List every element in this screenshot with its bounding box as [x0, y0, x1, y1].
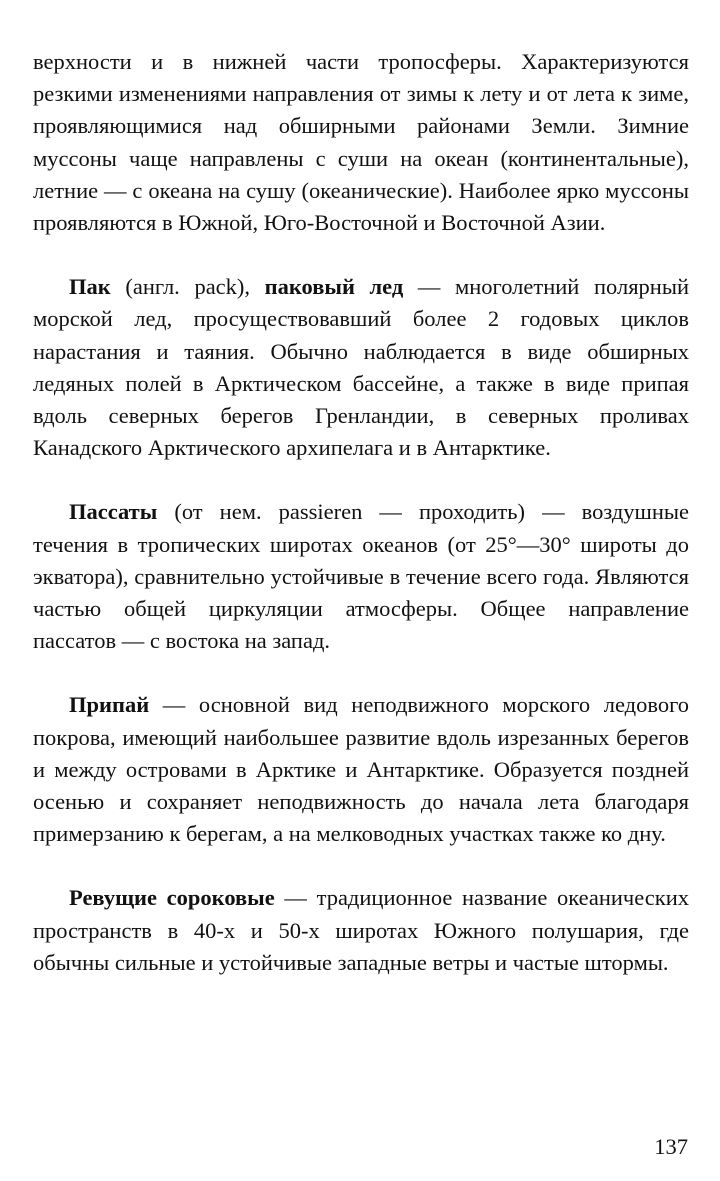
paragraph-roaring-forties — [33, 882, 689, 979]
paragraph-monsoons-continued — [33, 46, 689, 239]
term-pack: Пак — [69, 274, 111, 300]
paragraph-text: (англ. pack), — [110, 274, 265, 300]
paragraph-pack-ice — [33, 271, 689, 464]
page-number: 137 — [654, 1134, 688, 1159]
paragraph-gap — [33, 464, 689, 496]
term-roaring-forties: Ревущие сороковые — [69, 885, 275, 911]
paragraph-trade-winds — [33, 496, 689, 657]
page-body — [33, 46, 689, 979]
paragraph-fast-ice — [33, 689, 689, 850]
paragraph-text: — традиционное название океанических пространств в 40-х и 50-х широтах Южного полушария, где обычны сильные и устойчивые западные ветры и частые штормы. — [33, 885, 689, 975]
paragraph-text: — основной вид неподвижного морского ледового покрова, имеющий наибольшее развитие вдоль изрезанных берегов и между островами в Арктике и Антарктике. Образуется поздней осенью и сохраняет неподвижность до начала лета благодаря примерзанию к берегам, а на мелководных участках также ко дну. — [33, 692, 689, 847]
paragraph-text: (от нем. passieren — проходить) — воздушные течения в тропических широтах океанов (от 25°—30° широты до экватора), сравнительно устойчивые в течение всего года. Являются частью общей циркуляции атмосферы. Общее направление пассатов — с востока на запад. — [33, 499, 689, 654]
term-fast-ice: Припай — [69, 692, 150, 718]
term-pack-ice: паковый лед — [264, 274, 404, 300]
paragraph-gap — [33, 657, 689, 689]
paragraph-text: — многолетний полярный морской лед, просуществовавший более 2 годовых циклов нарастания и таяния. Обычно наблюдается в виде обширных ледяных полей в Арктическом бассейне, а также в виде припая вдоль северных берегов Гренландии, в северных проливах Канадского Арктического архипелага и в Антарктике. — [33, 274, 690, 461]
term-trade-winds: Пассаты — [69, 499, 158, 525]
paragraph-gap — [33, 850, 689, 882]
paragraph-gap — [33, 239, 689, 271]
paragraph-text: верхности и в нижней части тропосферы. Характеризуются резкими изменениями направления от зимы к лету и от лета к зиме, проявляющимися над обширными районами Земли. Зимние муссоны чаще направлены с суши на океан (континентальные), летние — с океана на сушу (океанические). Наиболее ярко муссоны проявляются в Южной, Юго-Восточной и Восточной Азии. — [33, 49, 689, 236]
